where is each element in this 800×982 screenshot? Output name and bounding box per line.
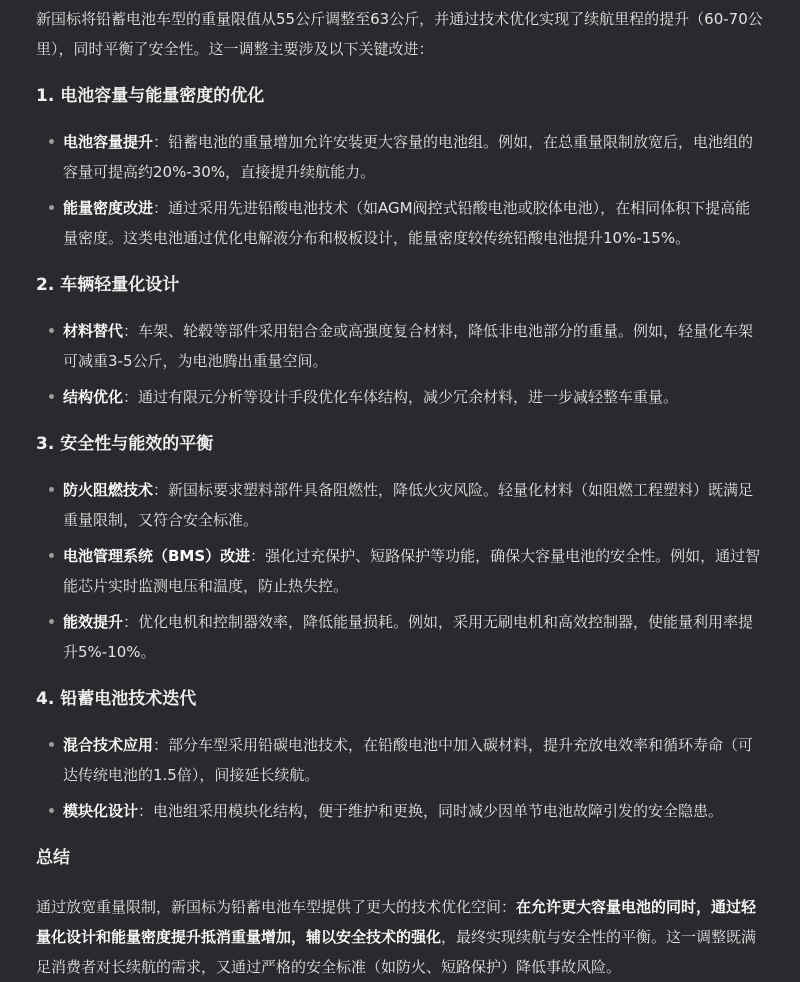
bullet-icon xyxy=(49,394,54,399)
list-item xyxy=(36,127,764,187)
item-label: 混合技术应用 xyxy=(63,736,154,754)
bullet-icon xyxy=(49,205,54,210)
bullet-icon xyxy=(49,619,54,624)
item-text: ：通过采用先进铅酸电池技术（如AGM阀控式铅酸电池或胶体电池），在相同体积下提高能量密度。这类电池通过优化电解液分布和极板设计，能量密度较传统铅酸电池提升10%-15%。 xyxy=(63,199,751,247)
intro-paragraph: 新国标将铅蓄电池车型的重量限值从55公斤调整至63公斤，并通过技术优化实现了续航里程的提升（60-70公里），同时平衡了安全性。这一调整主要涉及以下关键改进： xyxy=(36,10,763,58)
item-text: ：部分车型采用铅碳电池技术，在铅酸电池中加入碳材料，提升充放电效率和循环寿命（可达传统电池的1.5倍），间接延长续航。 xyxy=(63,736,754,784)
section-heading-3: 3. 安全性与能效的平衡 xyxy=(36,434,214,454)
summary-text-before: 通过放宽重量限制，新国标为铅蓄电池车型提供了更大的技术优化空间： xyxy=(36,898,517,916)
item-text: ：电池组采用模块化结构，便于维护和更换，同时减少因单节电池故障引发的安全隐患。 xyxy=(138,802,724,820)
bullet-icon xyxy=(49,808,54,813)
item-text: ：新国标要求塑料部件具备阻燃性，降低火灾风险。轻量化材料（如阻燃工程塑料）既满足重量限制，又符合安全标准。 xyxy=(63,481,754,529)
section-heading-2: 2. 车辆轻量化设计 xyxy=(36,275,180,295)
list-item xyxy=(36,382,764,412)
summary-text-after: ，最终实现续航与安全性的平衡。这一调整既满足消费者对长续航的需求，又通过严格的安全标准（如防火、短路保护）降低事故风险。 xyxy=(36,928,757,976)
section-heading-4: 4. 铅蓄电池技术迭代 xyxy=(36,689,197,709)
item-text: ：车架、轮毂等部件采用铝合金或高强度复合材料，降低非电池部分的重量。例如，轻量化车架可减重3-5公斤，为电池腾出重量空间。 xyxy=(63,322,754,370)
item-label: 能效提升 xyxy=(63,613,124,631)
item-label: 结构优化 xyxy=(63,388,124,406)
section-list-1 xyxy=(36,127,764,253)
bullet-icon xyxy=(49,553,54,558)
item-label: 模块化设计 xyxy=(63,802,139,820)
summary-bold-text: 在允许更大容量电池的同时，通过轻量化设计和能量密度提升抵消重量增加，辅以安全技术的强化 xyxy=(36,898,757,946)
item-text: ：优化电机和控制器效率，降低能量损耗。例如，采用无刷电机和高效控制器，使能量利用率提升5%-10%。 xyxy=(63,613,754,661)
section-heading-1: 1. 电池容量与能量密度的优化 xyxy=(36,86,265,106)
list-item xyxy=(36,475,764,535)
item-text: ：强化过充保护、短路保护等功能，确保大容量电池的安全性。例如，通过智能芯片实时监测电压和温度，防止热失控。 xyxy=(63,547,761,595)
item-label: 电池管理系统（BMS）改进 xyxy=(63,547,251,565)
list-item xyxy=(36,730,764,790)
list-item xyxy=(36,607,764,667)
summary-heading: 总结 xyxy=(36,848,70,868)
section-list-2 xyxy=(36,316,764,412)
item-text: ：铅蓄电池的重量增加允许安装更大容量的电池组。例如，在总重量限制放宽后，电池组的容量可提高约20%-30%，直接提升续航能力。 xyxy=(63,133,754,181)
bullet-icon xyxy=(49,487,54,492)
item-text: ：通过有限元分析等设计手段优化车体结构，减少冗余材料，进一步减轻整车重量。 xyxy=(123,388,679,406)
bullet-icon xyxy=(49,742,54,747)
item-label: 电池容量提升 xyxy=(63,133,154,151)
list-item xyxy=(36,541,764,601)
section-list-3 xyxy=(36,475,764,667)
summary-paragraph xyxy=(36,892,764,982)
list-item xyxy=(36,193,764,253)
item-label: 防火阻燃技术 xyxy=(63,481,154,499)
list-item xyxy=(36,796,764,826)
bullet-icon xyxy=(49,328,54,333)
list-item xyxy=(36,316,764,376)
item-label: 能量密度改进 xyxy=(63,199,154,217)
section-list-4 xyxy=(36,730,764,826)
bullet-icon xyxy=(49,139,54,144)
item-label: 材料替代 xyxy=(63,322,124,340)
